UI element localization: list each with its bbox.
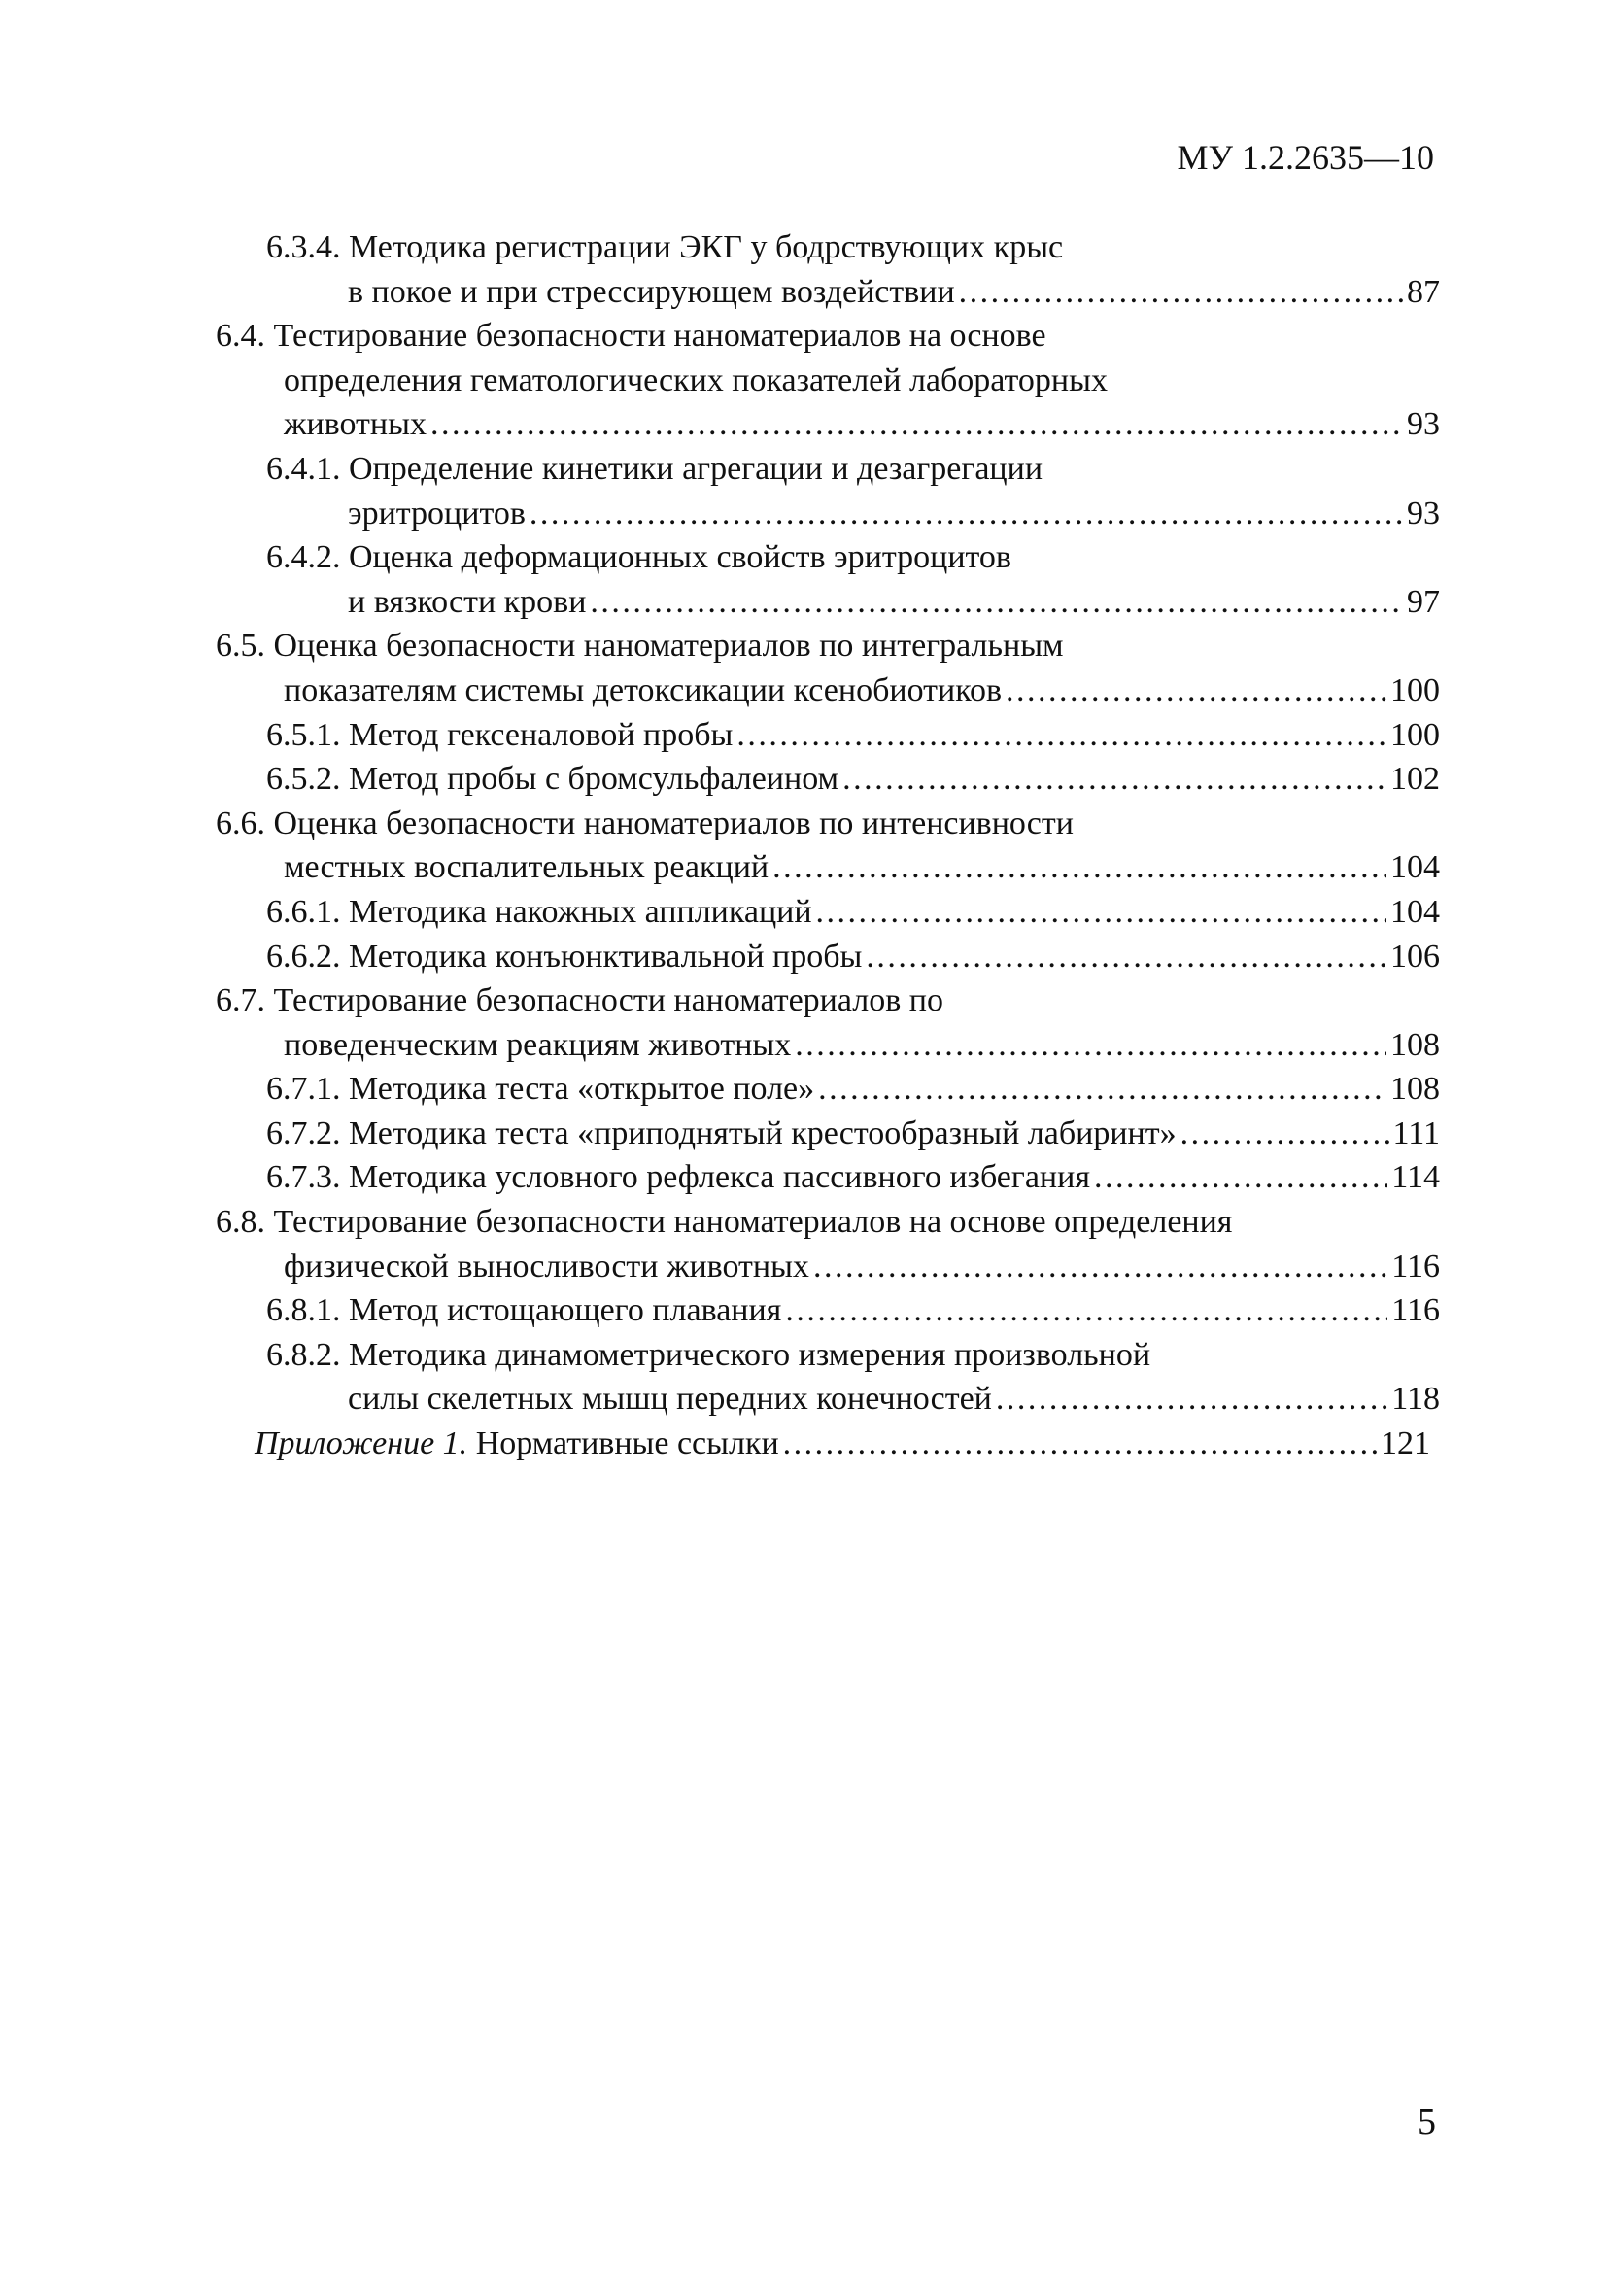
toc-entry-6-5[interactable]: [216, 624, 1440, 712]
toc-entry-6-8-1[interactable]: [216, 1288, 1440, 1333]
appendix-title: Нормативные ссылки: [467, 1425, 779, 1462]
toc-entry-text: 6.6.1. Методика накожных аппликаций: [266, 893, 812, 930]
toc-page-number: 114: [1391, 1159, 1440, 1196]
dot-leader: [1094, 1155, 1387, 1200]
appendix-prefix: Приложение 1.: [255, 1425, 468, 1462]
dot-leader: [1180, 1112, 1389, 1156]
toc-entry-text: силы скелетных мышц передних конечностей: [348, 1381, 992, 1418]
toc-entry-text: животных: [284, 406, 427, 443]
toc-entry-text: эритроцитов: [348, 495, 526, 531]
toc-page-number: 87: [1407, 273, 1440, 310]
toc-entry-text: 6.8.2. Методика динамометрического измерения произвольной: [266, 1336, 1151, 1373]
toc-entry-text: показателям системы детоксикации ксенобиотиков: [284, 671, 1003, 708]
dot-leader: [530, 492, 1403, 536]
toc-entry-last-line: [216, 1377, 1440, 1422]
toc-entry-text: 6.7.1. Методика теста «открытое поле»: [266, 1071, 815, 1108]
toc-page-number: 116: [1391, 1248, 1440, 1285]
toc-entry-text: 6.4.1. Определение кинетики агрегации и дезагрегации: [266, 450, 1043, 487]
toc-entry-last-line: [216, 1245, 1440, 1289]
dot-leader: [590, 580, 1403, 625]
toc-entry-last-line: [216, 1112, 1440, 1156]
toc-entry-text: 6.3.4. Методика регистрации ЭКГ у бодрствующих крыс: [266, 229, 1064, 265]
toc-entry-text: 6.5. Оценка безопасности наноматериалов по интегральным: [216, 628, 1064, 665]
page-number: 5: [1418, 2102, 1436, 2142]
toc-page-number: 100: [1390, 671, 1440, 708]
dot-leader: [996, 1377, 1387, 1422]
toc-page-number: 104: [1390, 893, 1440, 930]
toc-entry-last-line: [216, 845, 1440, 890]
toc-page-number: 100: [1390, 716, 1440, 753]
dot-leader: [783, 1422, 1377, 1466]
toc-entry-6-6-2[interactable]: [216, 935, 1440, 979]
toc-page-number: 121: [1381, 1425, 1430, 1462]
toc-page-number: 118: [1391, 1381, 1440, 1418]
toc-entry-appendix-1[interactable]: [216, 1422, 1440, 1466]
toc-page-number: 93: [1407, 495, 1440, 531]
toc-entry-text: и вязкости крови: [348, 583, 587, 620]
toc-entry-text: 6.5.1. Метод гексеналовой пробы: [266, 716, 734, 753]
toc-page-number: 93: [1407, 406, 1440, 443]
toc-entry-text: 6.4. Тестирование безопасности наноматериалов на основе: [216, 318, 1046, 355]
dot-leader: [736, 713, 1386, 758]
toc-page-number: 97: [1407, 583, 1440, 620]
toc-entry-last-line: [216, 757, 1440, 802]
toc-entry-last-line: [216, 668, 1440, 713]
toc-entry-last-line: [216, 580, 1440, 625]
toc-entry-last-line: [216, 270, 1440, 315]
toc-entry-6-7-1[interactable]: [216, 1067, 1440, 1112]
toc-entry-6-4[interactable]: [216, 314, 1440, 447]
toc-entry-last-line: [216, 1422, 1440, 1466]
toc-page-number: 104: [1390, 849, 1440, 886]
toc-entry-text: [255, 1422, 779, 1466]
dot-leader: [785, 1288, 1387, 1333]
toc-entry-6-6-1[interactable]: [216, 890, 1440, 935]
dot-leader: [866, 935, 1386, 979]
dot-leader: [795, 1023, 1386, 1068]
toc-entry-text: 6.7.2. Методика теста «приподнятый крестообразный лабиринт»: [266, 1114, 1177, 1151]
toc-entry-text: определения гематологических показателей лабораторных: [284, 361, 1108, 398]
toc-page-number: 108: [1390, 1026, 1440, 1063]
toc-entry-6-8-2[interactable]: [216, 1333, 1440, 1422]
toc-entry-text: в покое и при стрессирующем воздействии: [348, 273, 955, 310]
dot-leader: [818, 1067, 1386, 1112]
document-code: МУ 1.2.2635—10: [1177, 138, 1434, 177]
toc-page-number: 106: [1390, 938, 1440, 975]
toc-entry-last-line: [216, 492, 1440, 536]
toc-entry-6-6[interactable]: [216, 802, 1440, 890]
toc-entry-text: 6.8.1. Метод истощающего плавания: [266, 1292, 782, 1329]
toc-page-number: 111: [1392, 1114, 1440, 1151]
dot-leader: [842, 757, 1386, 802]
toc-entry-6-5-2[interactable]: [216, 757, 1440, 802]
toc-entry-6-3-4[interactable]: [216, 225, 1440, 314]
toc-entry-6-4-2[interactable]: [216, 535, 1440, 624]
toc-page-number: 108: [1390, 1071, 1440, 1108]
toc-entry-text: 6.5.2. Метод пробы с бромсульфалеином: [266, 761, 839, 798]
toc-entry-text: 6.7.3. Методика условного рефлекса пассивного избегания: [266, 1159, 1090, 1196]
table-of-contents: [216, 225, 1440, 1466]
toc-entry-last-line: [216, 935, 1440, 979]
toc-entry-6-7-3[interactable]: [216, 1155, 1440, 1200]
toc-entry-last-line: [216, 1155, 1440, 1200]
toc-entry-text: 6.7. Тестирование безопасности наноматериалов по: [216, 982, 943, 1019]
toc-entry-text: 6.4.2. Оценка деформационных свойств эритроцитов: [266, 539, 1011, 576]
toc-entry-last-line: [216, 1067, 1440, 1112]
toc-entry-last-line: [216, 713, 1440, 758]
dot-leader: [1006, 668, 1386, 713]
dot-leader: [772, 845, 1386, 890]
toc-entry-text: 6.6. Оценка безопасности наноматериалов по интенсивности: [216, 805, 1074, 841]
toc-entry-text: поведенческим реакциям животных: [284, 1026, 792, 1063]
toc-entry-6-4-1[interactable]: [216, 447, 1440, 535]
toc-entry-text: 6.8. Тестирование безопасности наноматериалов на основе определения: [216, 1204, 1233, 1241]
toc-entry-last-line: [216, 890, 1440, 935]
toc-entry-last-line: [216, 1288, 1440, 1333]
toc-entry-last-line: [216, 1023, 1440, 1068]
toc-entry-text: физической выносливости животных: [284, 1248, 809, 1285]
toc-entry-text: 6.6.2. Методика конъюнктивальной пробы: [266, 938, 863, 975]
toc-page-number: 102: [1390, 761, 1440, 798]
toc-entry-6-5-1[interactable]: [216, 713, 1440, 758]
toc-entry-6-7[interactable]: [216, 978, 1440, 1067]
toc-entry-last-line: [216, 402, 1440, 447]
toc-entry-6-7-2[interactable]: [216, 1112, 1440, 1156]
toc-entry-6-8[interactable]: [216, 1200, 1440, 1288]
dot-leader: [959, 270, 1403, 315]
toc-entry-text: местных воспалительных реакций: [284, 849, 769, 886]
dot-leader: [816, 890, 1386, 935]
toc-page-number: 116: [1391, 1292, 1440, 1329]
dot-leader: [813, 1245, 1387, 1289]
dot-leader: [430, 402, 1403, 447]
